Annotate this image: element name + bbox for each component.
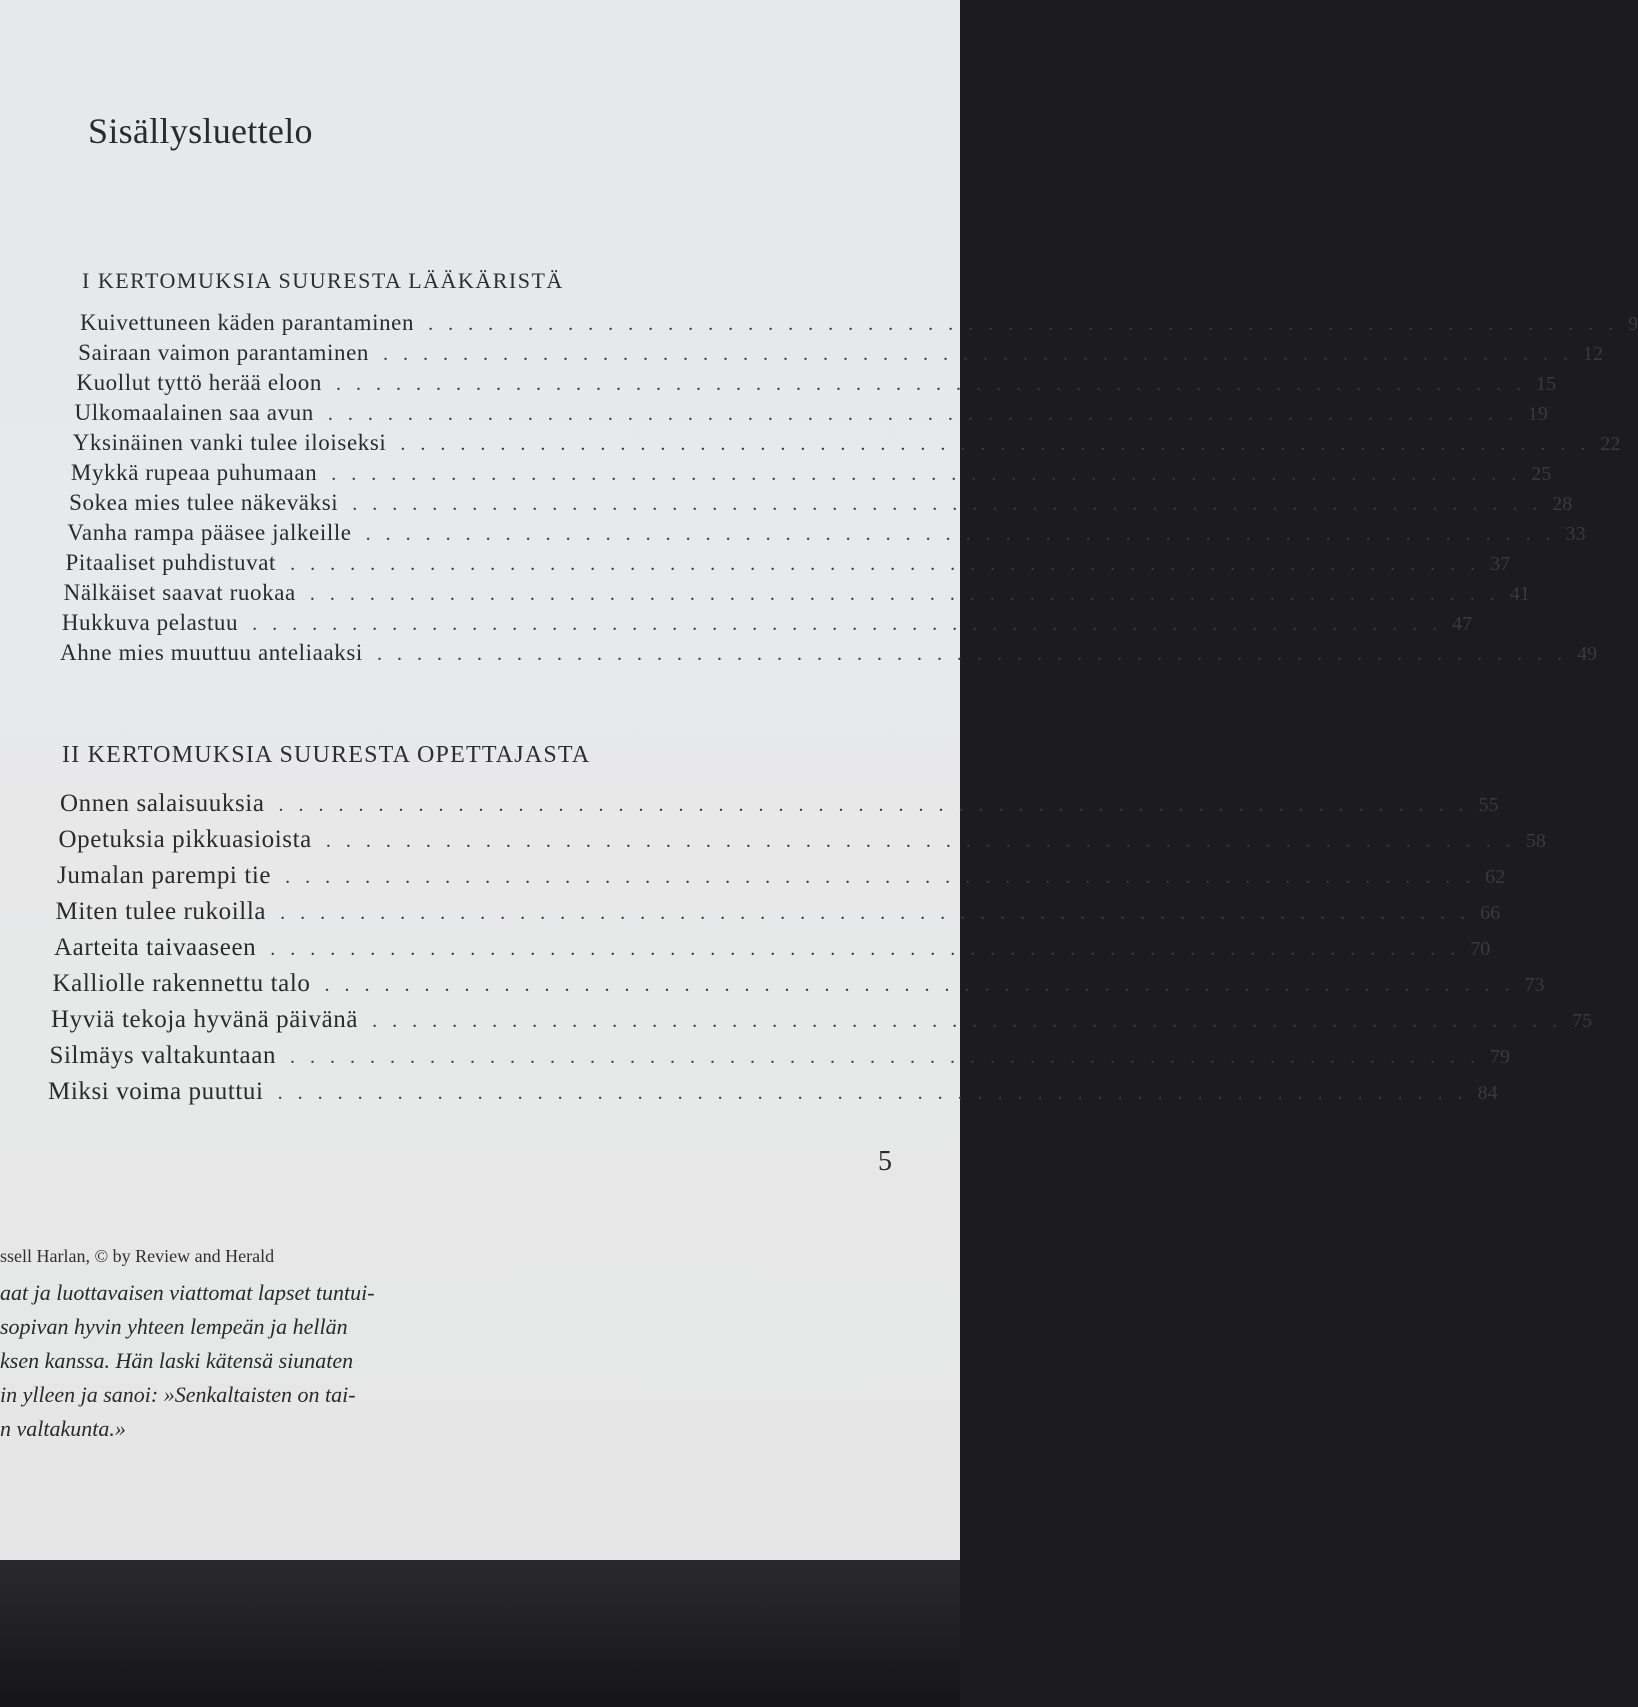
toc-entry bbox=[60, 640, 1597, 666]
toc-entry-title: Onnen salaisuuksia bbox=[60, 790, 265, 817]
dot-leader: ............................................................ bbox=[365, 523, 1566, 545]
toc-entry-title: Kalliolle rakennettu talo bbox=[52, 970, 311, 997]
toc-entry-page: 47 bbox=[1452, 613, 1473, 635]
toc-entry-title: Hukkuva pelastuu bbox=[61, 610, 239, 635]
caption-line: in ylleen ja sanoi: »Senkaltaisten on tai- bbox=[0, 1382, 356, 1407]
page-title: Sisällysluettelo bbox=[88, 111, 313, 151]
toc-entry-title: Aarteita taivaaseen bbox=[54, 934, 257, 961]
dot-leader: ............................................................ bbox=[290, 553, 1491, 575]
dot-leader: ............................................................ bbox=[335, 373, 1536, 395]
toc-entry-title: Sairaan vaimon parantaminen bbox=[78, 340, 369, 365]
toc-entry-title: Kuollut tyttö herää eloon bbox=[76, 370, 322, 395]
photo-credit: ssell Harlan, © by Review and Herald bbox=[0, 1246, 275, 1266]
toc-entry bbox=[57, 862, 1506, 890]
toc-entry-title: Miten tulee rukoilla bbox=[55, 898, 267, 925]
toc-entry-title: Sokea mies tulee näkeväksi bbox=[69, 490, 339, 515]
toc-entry-title: Hyviä tekoja hyvänä päivänä bbox=[51, 1006, 359, 1033]
dot-leader: ............................................................ bbox=[280, 902, 1481, 924]
toc-entry-page: 73 bbox=[1524, 974, 1545, 996]
toc-entry-title: Silmäys valtakuntaan bbox=[49, 1042, 277, 1069]
toc-entry bbox=[52, 970, 1545, 998]
caption-line: aat ja luottavaisen viattomat lapset tuntui- bbox=[0, 1280, 375, 1305]
toc-entry-page: 70 bbox=[1470, 938, 1491, 960]
dot-leader: ............................................................ bbox=[383, 343, 1583, 365]
dot-leader: ............................................................ bbox=[352, 493, 1553, 515]
dot-leader: ............................................................ bbox=[277, 1082, 1478, 1104]
dot-leader: ............................................................ bbox=[270, 938, 1471, 960]
dot-leader: ............................................................ bbox=[400, 433, 1601, 455]
toc-entry bbox=[76, 370, 1556, 396]
dot-leader: ............................................................ bbox=[428, 313, 1629, 335]
toc-entry-title: Nälkäiset saavat ruokaa bbox=[63, 580, 296, 605]
caption-line: n valtakunta.» bbox=[0, 1416, 126, 1441]
toc-entry-page: 84 bbox=[1477, 1082, 1498, 1104]
dot-leader: ............................................................ bbox=[324, 974, 1525, 996]
toc-entry-page: 37 bbox=[1490, 553, 1511, 575]
background-shadow bbox=[0, 1560, 960, 1707]
toc-entry-page: 33 bbox=[1565, 523, 1586, 545]
toc-entry-page: 55 bbox=[1478, 794, 1499, 816]
toc-entry bbox=[54, 934, 1491, 962]
toc-entry bbox=[55, 898, 1501, 926]
dot-leader: ............................................................ bbox=[376, 643, 1577, 665]
toc-entry-page: 22 bbox=[1600, 433, 1621, 455]
dot-leader: ............................................................ bbox=[285, 866, 1486, 888]
toc-entry bbox=[80, 310, 1638, 336]
toc-entry bbox=[74, 400, 1548, 426]
toc-entry bbox=[78, 340, 1603, 366]
toc-entry-page: 12 bbox=[1583, 343, 1603, 365]
toc-entry bbox=[48, 1078, 1498, 1106]
toc-entry-page: 19 bbox=[1527, 403, 1548, 425]
toc-entry-page: 49 bbox=[1576, 643, 1597, 665]
toc-entry bbox=[61, 610, 1473, 636]
toc-entry bbox=[63, 580, 1530, 606]
toc-entry-title: Opetuksia pikkuasioista bbox=[58, 826, 312, 853]
toc-entry-page: 15 bbox=[1535, 373, 1556, 395]
toc-entry-page: 66 bbox=[1480, 902, 1501, 924]
dot-leader: ............................................................ bbox=[325, 830, 1526, 852]
toc-entry-page: 28 bbox=[1552, 493, 1573, 515]
toc-entry-title: Jumalan parempi tie bbox=[57, 862, 272, 889]
toc-entry bbox=[67, 520, 1586, 546]
toc-entry-page: 25 bbox=[1531, 463, 1552, 485]
toc-entry-title: Miksi voima puuttui bbox=[48, 1078, 264, 1105]
toc-entry-title: Ulkomaalainen saa avun bbox=[74, 400, 314, 425]
section-heading-2: II KERTOMUKSIA SUURESTA OPETTAJASTA bbox=[62, 742, 591, 768]
toc-entry bbox=[51, 1006, 1593, 1034]
toc-entry bbox=[49, 1042, 1511, 1070]
toc-entry-page: 75 bbox=[1572, 1010, 1593, 1032]
toc-entry-page: 41 bbox=[1509, 583, 1530, 605]
page-number: 5 bbox=[878, 1146, 892, 1177]
toc-entry bbox=[69, 490, 1573, 516]
toc-entry bbox=[60, 790, 1499, 818]
image-caption bbox=[0, 1276, 375, 1446]
toc-entry-page: 62 bbox=[1485, 866, 1506, 888]
toc-entry-title: Kuivettuneen käden parantaminen bbox=[80, 310, 415, 335]
toc-entry-title: Yksinäinen vanki tulee iloiseksi bbox=[72, 430, 387, 455]
toc-entry-page: 9 bbox=[1628, 313, 1638, 335]
toc-entry-title: Mykkä rupeaa puhumaan bbox=[70, 460, 318, 485]
toc-entry bbox=[72, 430, 1621, 456]
dot-leader: ............................................................ bbox=[331, 463, 1532, 485]
dot-leader: ............................................................ bbox=[252, 613, 1453, 635]
toc-entry bbox=[70, 460, 1552, 486]
toc-entry-page: 79 bbox=[1490, 1046, 1511, 1068]
toc-entry-page: 58 bbox=[1525, 830, 1546, 852]
section-heading-1: I KERTOMUKSIA SUURESTA LÄÄKÄRISTÄ bbox=[82, 268, 564, 293]
dot-leader: ............................................................ bbox=[309, 583, 1510, 605]
toc-entry-title: Vanha rampa pääsee jalkeille bbox=[67, 520, 352, 545]
toc-entry bbox=[65, 550, 1511, 576]
toc-entry-title: Ahne mies muuttuu anteliaaksi bbox=[60, 640, 363, 665]
toc-entry-title: Pitaaliset puhdistuvat bbox=[65, 550, 277, 575]
caption-line: sopivan hyvin yhteen lempeän ja hellän bbox=[0, 1314, 348, 1339]
dot-leader: ............................................................ bbox=[372, 1010, 1573, 1032]
dot-leader: ............................................................ bbox=[290, 1046, 1491, 1068]
dot-leader: ............................................................ bbox=[278, 794, 1479, 816]
caption-line: ksen kanssa. Hän laski kätensä siunaten bbox=[0, 1348, 354, 1373]
dot-leader: ............................................................ bbox=[327, 403, 1528, 425]
toc-entry bbox=[58, 826, 1546, 854]
